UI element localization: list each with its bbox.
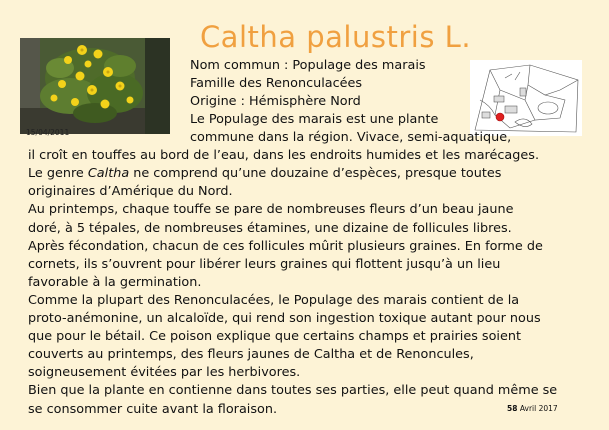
origin: Origine : Hémisphère Nord bbox=[190, 94, 361, 109]
page-title: Caltha palustris L. bbox=[199, 20, 472, 54]
paragraph-line: Au printemps, chaque touffe se pare de nombreuses fleurs d’un beau jaune bbox=[28, 202, 514, 218]
paragraph-line: commune dans la région. Vivace, semi-aquatique, bbox=[190, 130, 512, 146]
paragraph-line: se consommer cuite avant la floraison. bbox=[28, 401, 278, 417]
common-name: Nom commun : Populage des marais bbox=[190, 58, 426, 73]
photo-date: 15/04/2011 bbox=[26, 128, 70, 137]
footer-date: Avril 2017 bbox=[519, 404, 558, 413]
description bbox=[28, 111, 588, 419]
paragraph-line: doré, à 5 tépales, de nombreuses étamines, une dizaine de follicules libres. bbox=[28, 220, 512, 236]
paragraph-line: soigneusement évitées par les herbivores. bbox=[28, 365, 301, 381]
paragraph-line: favorable à la germination. bbox=[28, 274, 202, 290]
paragraph-line: que pour le bétail. Ce poison explique que certains champs et prairies soient bbox=[28, 329, 521, 345]
page-number: 58 bbox=[507, 404, 518, 413]
paragraph-line: Bien que la plante en contienne dans toutes ses parties, elle peut quand même se bbox=[28, 383, 558, 399]
paragraph-line: Le Populage des marais est une plante bbox=[190, 112, 439, 127]
paragraph-line: couverts au printemps, des fleurs jaunes de Caltha et de Renoncules, bbox=[28, 347, 474, 363]
paragraph-line: Le genre Caltha ne comprend qu’une douzaine d’espèces, presque toutes bbox=[28, 166, 502, 182]
paragraph-line: il croît en touffes au bord de l’eau, dans les endroits humides et les marécages. bbox=[28, 148, 540, 164]
paragraph-line: proto-anémonine, un alcaloïde, qui rend son ingestion toxique autant pour nous bbox=[28, 311, 541, 327]
paragraph-line: Comme la plupart des Renonculacées, le Populage des marais contient de la bbox=[28, 292, 520, 308]
page-footer bbox=[507, 404, 558, 413]
paragraph-line: Après fécondation, chacun de ces follicules mûrit plusieurs graines. En forme de bbox=[28, 238, 543, 254]
paragraph-line: originaires d’Amérique du Nord. bbox=[28, 184, 233, 200]
family: Famille des Renonculacées bbox=[190, 76, 363, 91]
paragraph-line: cornets, ils s’ouvrent pour libérer leurs graines qui flottent jusqu’à un lieu bbox=[28, 256, 501, 272]
plant-info bbox=[190, 57, 426, 111]
